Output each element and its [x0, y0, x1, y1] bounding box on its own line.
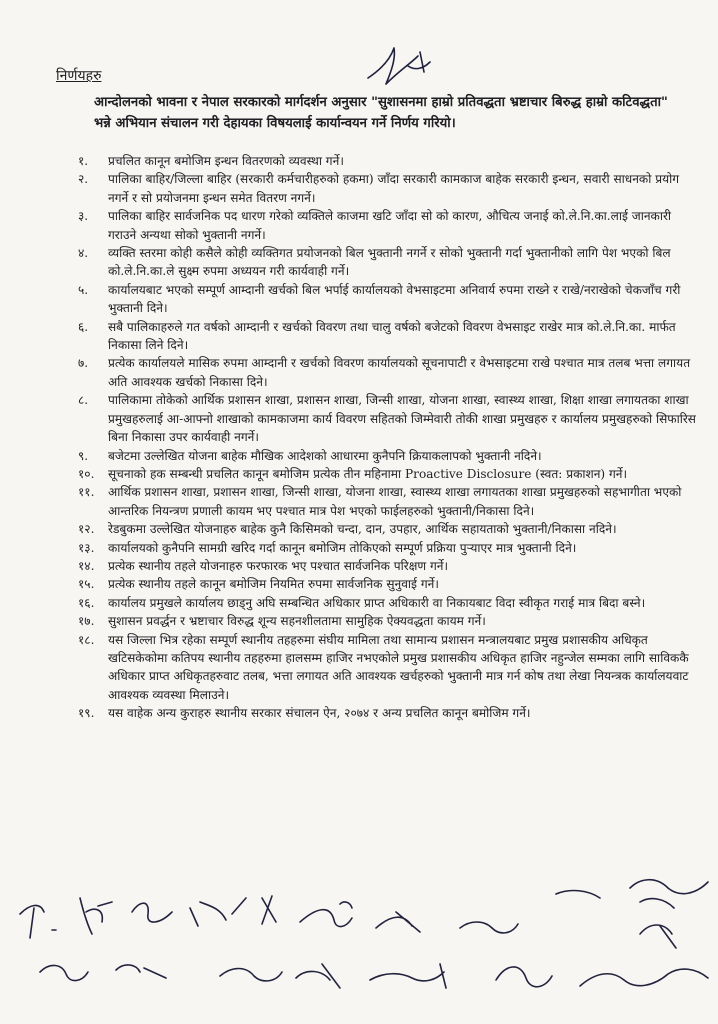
- signature-14: [296, 964, 340, 988]
- item-text: सबै पालिकाहरुले गत वर्षको आम्दानी र खर्चको विवरण तथा चालु वर्षको बजेटको विवरण वेभसाइट राखेर मात्र को.ले.नि.का. मार्फत निकासा लिने दिने।: [108, 319, 676, 353]
- item-text: प्रत्येक स्थानीय तहले योजनाहरु फरफारक भए पश्चात सार्वजनिक परिक्षण गर्ने।: [108, 558, 449, 573]
- decision-item-6: [56, 318, 696, 355]
- item-number: १२.: [78, 522, 95, 537]
- signature-12: [116, 965, 166, 978]
- item-text: यस वाहेक अन्य कुराहरु स्थानीय सरकार संचालन ऐन, २०७४ र अन्य प्रचलित कानून बमोजिम गर्ने।: [108, 706, 531, 721]
- signature-9: [556, 891, 600, 898]
- decision-item-19: [56, 704, 696, 722]
- item-number: ९.: [78, 448, 89, 463]
- item-text: पालिकामा तोकेको आर्थिक प्रशासन शाखा, प्रशासन शाखा, जिन्सी शाखा, योजना शाखा, स्वास्थ्य शाखा, शिक्षा शाखा लगायतका शाखा प्रमुखहरुलाई आ-आफ्नो शाखाको कामकाजमा कार्य विवरण सहितको जिम्मेवारी तोकी शाखा प्रमुखहरु र कार्यालय प्रमुखहरुको सिफारिस बिना निकासा उपर कार्यवाही नगर्ने।: [108, 393, 696, 445]
- item-number: ६.: [78, 319, 89, 334]
- item-text: रेडबुकमा उल्लेखित योजनाहरु बाहेक कुनै किसिमको चन्दा, दान, उपहार, आर्थिक सहायताको भुक्तानी/निकासा नदिने।: [108, 522, 617, 537]
- item-text: प्रचलित कानून बमोजिम इन्धन वितरणको व्यवस्था गर्ने।: [108, 154, 344, 168]
- signature-7: [376, 912, 420, 932]
- item-text: कार्यालयको कुनैपनि सामग्री खरिद गर्दा कानून बमोजिम तोकिएको सम्पूर्ण प्रक्रिया पुऱ्याएर मात्र भुक्तानी दिने।: [108, 540, 577, 555]
- decision-item-7: [56, 354, 696, 391]
- signature-4: [190, 898, 246, 926]
- intro-paragraph: आन्दोलनको भावना र नेपाल सरकारको मार्गदर्शन अनुसार "सुशासनमा हाम्रो प्रतिवद्धता भ्रष्टाचार बिरुद्ध हाम्रो कटिवद्धता" भन्ने अभियान संचालन गरी देहायका विषयलाई कार्यान्वयन गर्ने निर्णय गरियो।: [94, 95, 668, 131]
- signature-8: [460, 922, 518, 933]
- decision-item-10: [56, 465, 696, 483]
- item-text: कार्यालय प्रमुखले कार्यालय छाड्नु अघि सम्बन्धित अधिकार प्राप्त अधिकारी वा निकायबाट विदा स्वीकृत गराई मात्र बिदा बस्ने।: [108, 595, 646, 610]
- decision-item-15: [56, 575, 696, 593]
- signatures-block: [0, 868, 718, 1024]
- decision-item-1: [56, 152, 696, 170]
- decision-item-2: [56, 170, 696, 207]
- item-number: ११.: [78, 485, 95, 500]
- decision-item-12: [56, 520, 696, 538]
- item-number: १.: [78, 154, 89, 168]
- item-number: १९.: [78, 706, 95, 721]
- item-number: १३.: [78, 540, 95, 555]
- signature-15: [370, 964, 446, 988]
- item-text: कार्यालयबाट भएको सम्पूर्ण आम्दानी खर्चको बिल भर्पाई कार्यालयको वेभसाइटमा अनिवार्य रुपमा राख्ने र राखे/नराखेको चेकजाँच गरी भुक्तानी दिने।: [108, 282, 681, 316]
- signature-17: [580, 969, 708, 986]
- item-text: प्रत्येक स्थानीय तहले कानून बमोजिम नियमित रुपमा सार्वजनिक सुनुवाई गर्ने।: [108, 577, 439, 592]
- signature-11: [40, 965, 88, 980]
- item-text: यस जिल्ला भित्र रहेका सम्पूर्ण स्थानीय तहहरुमा संघीय मामिला तथा सामान्य प्रशासन मन्त्रालयबाट प्रमुख प्रशासकीय अधिकृत खटिसकेकोमा कतिपय स्थानीय तहहरुमा हालसम्म हाजिर नभएकोले प्रमुख प्रशासकीय अधिकृत हाजिर नहुन्जेल सम्मका लागि साविककै अधिकार प्राप्त अधिकृतहरुवाट तलब, भत्ता लगायत अति आवश्यक खर्चहरुको भुक्तानी मात्र गर्न कोष तथा लेखा नियन्त्रक कार्यालयवाट आवश्यक व्यवस्था मिलाउने।: [108, 632, 689, 702]
- decision-item-13: [56, 539, 696, 557]
- decision-item-5: [56, 281, 696, 318]
- decision-item-11: [56, 483, 696, 520]
- signature-18: [640, 925, 676, 948]
- decision-item-14: [56, 557, 696, 575]
- decision-item-8: [56, 391, 696, 446]
- signature-10: [630, 880, 708, 908]
- item-number: ३.: [78, 209, 89, 224]
- item-number: १५.: [78, 577, 95, 592]
- decision-item-17: [56, 612, 696, 630]
- signature-2: [80, 898, 112, 934]
- signature-5: [262, 896, 276, 924]
- item-number: १७.: [78, 614, 95, 629]
- item-number: १८.: [78, 632, 95, 647]
- item-text: पालिका बाहिर सार्वजनिक पद धारण गरेको व्यक्तिले काजमा खटि जाँदा सो को कारण, औचित्य जनाई को.ले.नि.का.लाई जानकारी गराउने अन्यथा सोको भुक्तानी नगर्ने।: [108, 209, 672, 242]
- signature-1: [20, 905, 56, 938]
- decision-item-18: [56, 631, 696, 705]
- item-text: आर्थिक प्रशासन शाखा, प्रशासन शाखा, जिन्सी शाखा, योजना शाखा, स्वास्थ्य शाखा लगायतका शाखा प्रमुखहरुको सहभागीता भएको आन्तरिक नियन्त्रण प्रणाली कायम भए पश्चात मात्र पेश भएको फाईलहरुको भुक्तानी/निकासा दिने।: [108, 485, 682, 518]
- item-number: ८.: [78, 393, 89, 408]
- decision-item-4: [56, 244, 696, 281]
- item-number: १०.: [78, 466, 95, 481]
- item-text: बजेटमा उल्लेखित योजना बाहेक मौखिक आदेशको आधारमा कुनैपनि क्रियाकलापको भुक्तानी नदिने।: [108, 448, 542, 463]
- item-number: ७.: [78, 356, 89, 371]
- top-signature: [360, 40, 440, 92]
- item-number: ५.: [78, 282, 89, 297]
- item-text: सुशासन प्रवर्द्धन र भ्रष्टाचार विरुद्ध शून्य सहनशीलतामा सामुहिक ऐक्यवद्धता कायम गर्ने।: [108, 614, 486, 629]
- item-number: २.: [78, 172, 89, 187]
- item-text: सूचनाको हक सम्बन्धी प्रचलित कानून बमोजिम प्रत्येक तीन महिनामा Proactive Disclosure (स्वत: प्रकाशन) गर्ने।: [108, 466, 628, 481]
- item-text: प्रत्येक कार्यालयले मासिक रुपमा आम्दानी र खर्चको विवरण कार्यालयको सूचनापाटी र वेभसाइटमा राखे पश्चात मात्र तलब भत्ता लगायत अति आवश्यक खर्चको निकासा दिने।: [108, 356, 691, 389]
- decision-item-16: [56, 594, 696, 612]
- item-text: व्यक्ति स्तरमा कोही कसैले कोही व्यक्तिगत प्रयोजनको बिल भुक्तानी नगर्ने र सोको भुक्तानी गर्दा भुक्तानीको लागि पेश भएको बिल को.ले.नि.का.ले सुक्ष्म रुपमा अध्ययन गरी कार्यवाही गर्ने।: [108, 246, 671, 279]
- item-number: ४.: [78, 246, 89, 261]
- item-text: पालिका बाहिर/जिल्ला बाहिर (सरकारी कर्मचारीहरुको हकमा) जाँदा सरकारी कामकाज बाहेक सरकारी इन्धन, सवारी साधनको प्रयोग नगर्ने र सो प्रयोजनमा इन्धन समेत वितरण नगर्ने।: [108, 172, 680, 205]
- signature-3: [132, 903, 172, 922]
- decisions-heading: निर्णयहरु: [56, 68, 102, 84]
- decision-item-9: [56, 447, 696, 465]
- decision-list: [56, 152, 696, 723]
- signature-13: [220, 969, 282, 981]
- item-number: १४.: [78, 558, 95, 573]
- signature-6: [300, 902, 352, 927]
- item-number: १६.: [78, 595, 95, 610]
- signature-16: [496, 967, 552, 987]
- decision-item-3: [56, 207, 696, 244]
